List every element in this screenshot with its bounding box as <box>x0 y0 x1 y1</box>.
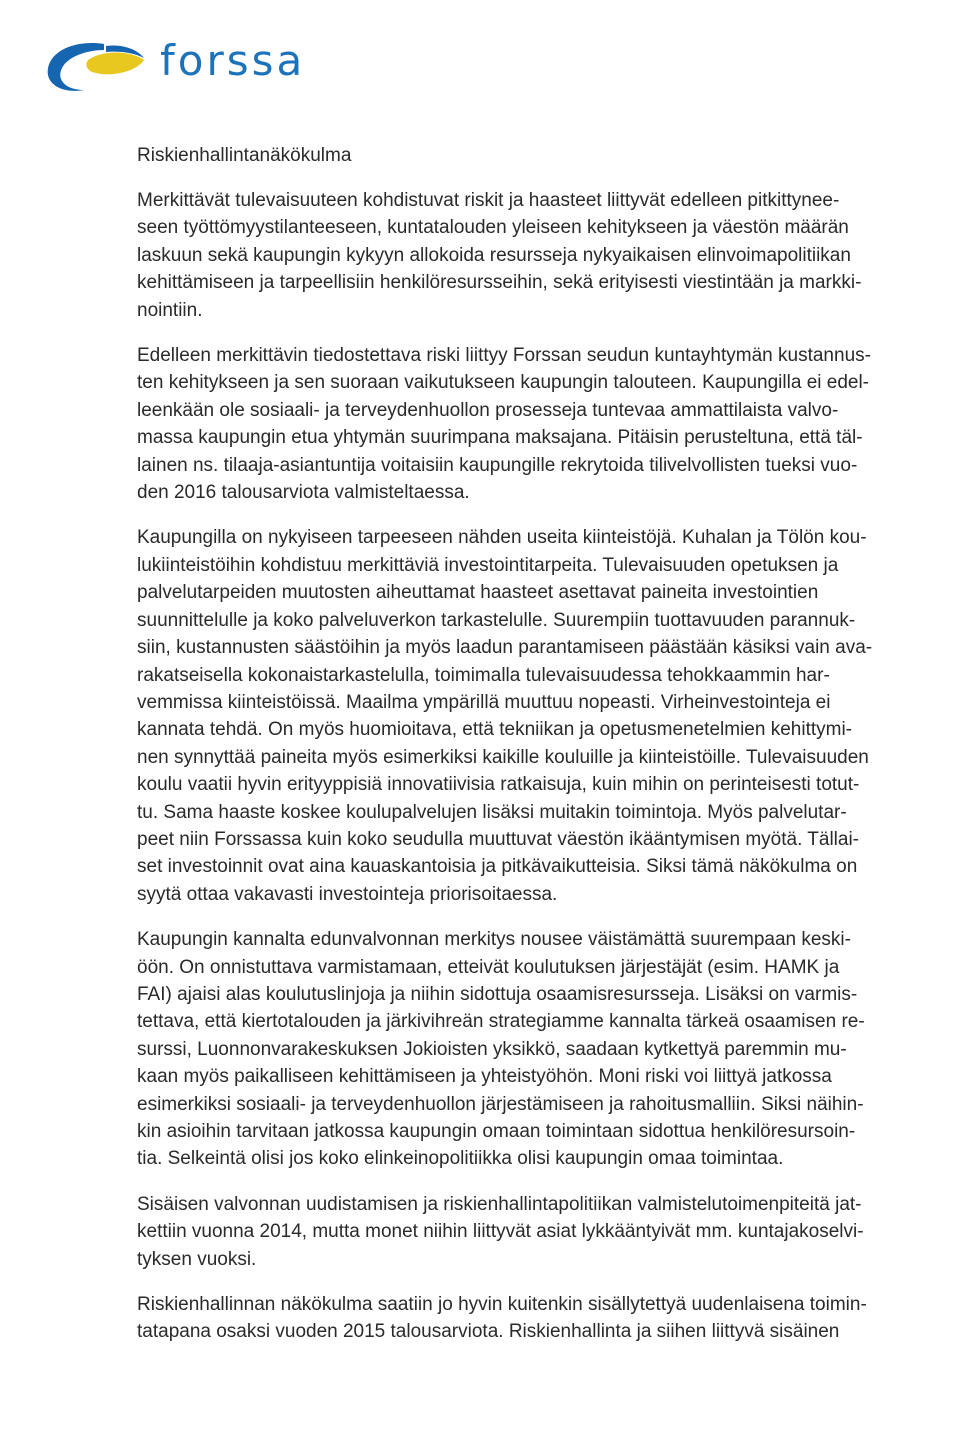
paragraph: Edelleen merkittävin tiedostettava riski liittyy Forssan seudun kuntayhtymän kustannus- ten kehitykseen ja sen suoraan vaikutukseen kaupungin talouteen. Kaupungilla ei edel- leenkään ole sosiaali- ja terveydenhuollon prosesseja tuntevaa ammattilaista valvo- massa kaupungin etua yhtymän suurimpana maksajana. Pitäisin perusteltuna, että täl- lainen ns. tilaaja-asiantuntija voitaisiin kaupungille rekrytoida tilivelvollisten tueksi vuo- den 2016 talousarviota valmisteltaessa. <box>137 345 871 504</box>
paragraph: Riskienhallinnan näkökulma saatiin jo hyvin kuitenkin sisällytettyä uudenlaisena toimin- tatapana osaksi vuoden 2015 talousarviota. Riskienhallinta ja siihen liittyvä sisäinen <box>137 1294 867 1343</box>
logo-wordmark: forssa <box>160 36 306 85</box>
section-heading: Riskienhallintanäkökulma <box>137 145 352 166</box>
document-body <box>137 142 947 1364</box>
paragraph: Merkittävät tulevaisuuteen kohdistuvat riskit ja haasteet liittyvät edelleen pitkittynee- seen työttömyystilanteeseen, kuntatalouden yleiseen kehitykseen ja väestön määrän laskuun sekä kaupungin kykyyn allokoida resursseja nykyaikaisen elinvoimapolitiikan kehittämiseen ja tarpeellisiin henkilöresursseihin, sekä erityisesti viestintään ja markki- nointiin. <box>137 190 862 321</box>
forssa-logo <box>40 36 306 100</box>
forssa-swoosh-icon <box>40 38 155 100</box>
paragraph: Sisäisen valvonnan uudistamisen ja riskienhallintapolitiikan valmistelutoimenpiteitä jat- kettiin vuonna 2014, mutta monet niihin liittyvät asiat lykkääntyivät mm. kuntajakoselvi- tyksen vuoksi. <box>137 1193 864 1270</box>
paragraph: Kaupungin kannalta edunvalvonnan merkitys nousee väistämättä suurempaan keski- öön. On onnistuttava varmistamaan, etteivät koulutuksen järjestäjät (esim. HAMK ja FAI) ajaisi alas koulutuslinjoja ja niihin sidottuja osaamisresursseja. Lisäksi on varmis- tettava, että kiertotalouden ja järkivihreän strategiamme kannalta tärkeä osaamisen re- surssi, Luonnonvarakeskuksen Jokioisten yksikkö, saadaan kytkettyä paremmin mu- kaan myös paikalliseen kehittämiseen ja yhteistyöhön. Moni riski voi liittyä jatkossa esimerkiksi sosiaali- ja terveydenhuollon järjestämiseen ja rahoitusmalliin. Siksi näihin- kin asioihin tarvitaan jatkossa kaupungin omaan toimintaan sidottua henkilöresursoin- tia. Selkeintä olisi jos koko elinkeinopolitiikka olisi kaupungin omaa toimintaa. <box>137 929 865 1170</box>
paragraph: Kaupungilla on nykyiseen tarpeeseen nähden useita kiinteistöjä. Kuhalan ja Tölön kou- lukiinteistöihin kohdistuu merkittäviä investointitarpeita. Tulevaisuuden opetuksen ja palvelutarpeiden muutosten aiheuttamat haasteet asettavat paineita investointien suunnittelulle ja koko palveluverkon tarkastelulle. Suurempiin tuottavuuden parannuk- siin, kustannusten säästöihin ja myös laadun parantamiseen päästään käsiksi vain ava- rakatseisella kokonaistarkastelulla, toimimalla tulevaisuudessa tehokkaammin har- vemmissa kiinteistöissä. Maailma ympärillä muuttuu nopeasti. Virheinvestointeja ei kannata tehdä. On myös huomioitava, että tekniikan ja opetusmenetelmien kehittymi- nen synnyttää paineita myös esimerkiksi kaikille kouluille ja kiinteistöille. Tulevaisuuden koulu vaatii hyvin erityyppisiä innovatiivisia ratkaisuja, kuin mihin on perinteisesti totut- tu. Sama haaste koskee koulupalvelujen lisäksi muitakin toimintoja. Myös palvelutar- peet niin Forssassa kuin koko seudulla muuttuvat väestön ikääntymisen myötä. Tällai- set investoinnit ovat aina kauaskantoisia ja pitkävaikutteisia. Siksi tämä näkökulma on syytä ottaa vakavasti investointeja priorisoitaessa. <box>137 527 873 905</box>
